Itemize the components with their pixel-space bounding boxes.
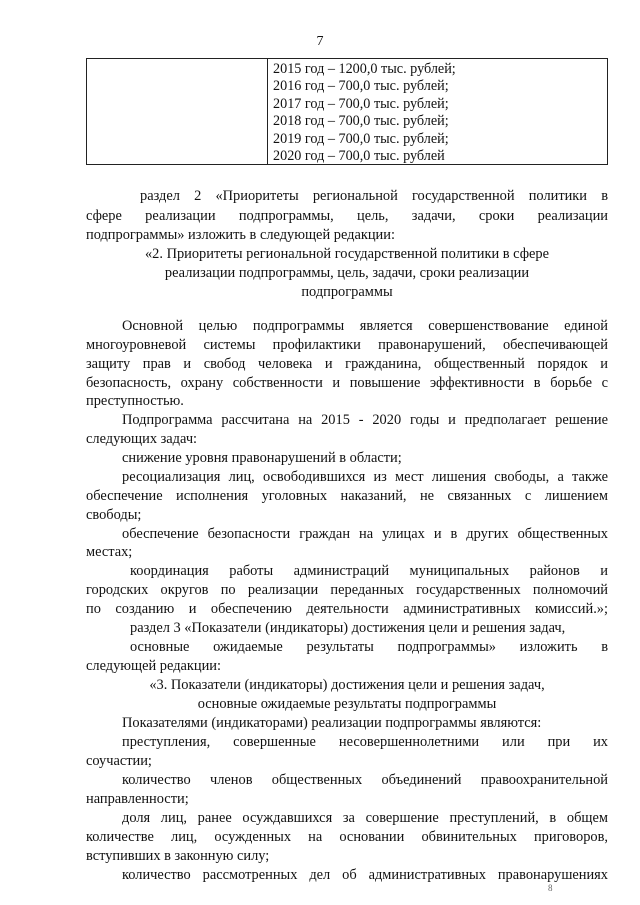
text-line: преступления, совершенные несовершеннолетними или при их [122,734,608,750]
text-line: обеспечение безопасности граждан на улицах и в других общественных [122,526,608,542]
page-number: 7 [316,34,324,49]
funding-line: 2018 год – 700,0 тыс. рублей; [273,113,449,130]
text-line: следующих задач: [86,431,198,447]
text-line: Основной целью подпрограммы является совершенствование единой [122,318,608,334]
section-heading: основные ожидаемые результаты подпрограммы [197,696,497,712]
text-line: обеспечение исполнения уголовных наказаний, не связанных с лишением [86,488,608,504]
text-line: следующей редакции: [86,658,221,674]
text-line: местах; [86,544,133,560]
funding-cell [273,61,456,165]
scan-mark: 8 [548,883,553,893]
text-line: многоуровневой системы профилактики правонарушений, обеспечивающей [86,337,608,353]
text-line: Показателями (индикаторами) реализации подпрограммы являются: [122,715,542,731]
text-line: по созданию и обеспечению деятельности административных комиссий.»; [86,601,608,617]
text-line: сфере реализации подпрограммы, цель, задачи, сроки реализации [86,208,608,224]
text-line: направленности; [86,791,189,807]
text-line: количество членов общественных объединений правоохранительной [122,772,608,788]
text-line: защиту прав и свобод человека и гражданина, общественный порядок и [86,356,608,372]
text-line: Подпрограмма рассчитана на 2015 - 2020 годы и предполагает решение [122,412,608,428]
funding-line: 2020 год – 700,0 тыс. рублей [273,148,445,165]
text-line: количестве лиц, осужденных на основании обвинительных приговоров, [86,829,608,845]
text-line: вступивших в законную силу; [86,848,270,864]
text-line: преступностью. [86,393,184,409]
funding-line: 2017 год – 700,0 тыс. рублей; [273,95,449,112]
table-divider [267,59,268,164]
section-heading: реализации подпрограммы, цель, задачи, сроки реализации [164,265,530,281]
text-line: городских округов по реализации переданных государственных полномочий [86,582,608,598]
text-line: основные ожидаемые результаты подпрограммы» изложить в [130,639,608,655]
funding-table [86,58,608,165]
text-line: координация работы администраций муниципальных районов и [130,563,608,579]
text-line: соучастии; [86,753,152,769]
text-line: безопасность, охрану собственности и повышение эффективности в борьбе с [86,375,608,391]
text-line: количество рассмотренных дел об административных правонарушениях [122,867,608,883]
text-line: снижение уровня правонарушений в области; [122,450,402,466]
section-heading: подпрограммы [301,284,393,300]
text-line: свободы; [86,507,142,523]
text-line: раздел 2 «Приоритеты региональной государственной политики в [140,188,608,204]
text-line: подпрограммы» изложить в следующей редакции: [86,227,395,243]
text-line: ресоциализация лиц, освободившихся из мест лишения свободы, а также [122,469,608,485]
text-line: раздел 3 «Показатели (индикаторы) достижения цели и решения задач, [130,620,566,636]
funding-line: 2019 год – 700,0 тыс. рублей; [273,130,449,147]
funding-line: 2015 год – 1200,0 тыс. рублей; [273,61,456,77]
section-heading: «2. Приоритеты региональной государственной политики в сфере [144,246,549,262]
text-line: доля лиц, ранее осуждавшихся за совершение преступлений, в общем [122,810,608,826]
funding-line: 2016 год – 700,0 тыс. рублей; [273,78,449,95]
section-heading: «3. Показатели (индикаторы) достижения цели и решения задач, [149,677,545,693]
